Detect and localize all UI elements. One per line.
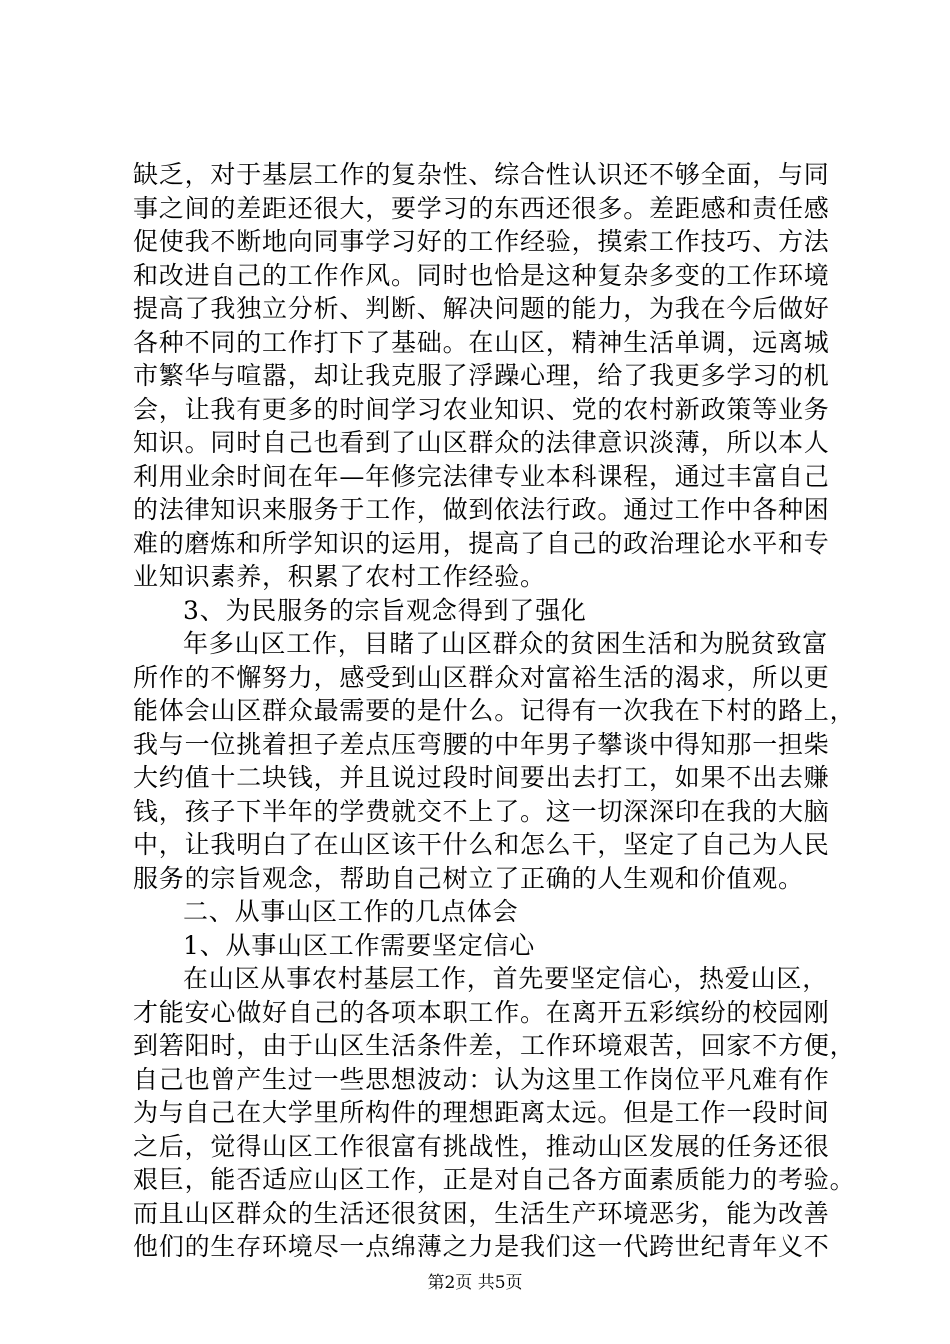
- text-line: 提高了我独立分析、判断、解决问题的能力，为我在今后做好: [133, 294, 830, 323]
- text-line: 能体会山区群众最需要的是什么。记得有一次我在下村的路上，: [133, 696, 856, 725]
- text-line: 业知识素养，积累了农村工作经验。: [133, 562, 546, 591]
- text-line: 到箬阳时，由于山区生活条件差，工作环境艰苦，回家不方便，: [133, 1031, 856, 1060]
- text-line: 所作的不懈努力，感受到山区群众对富裕生活的渴求，所以更: [133, 662, 830, 692]
- text-line: 的法律知识来服务于工作，做到依法行政。通过工作中各种困: [133, 495, 830, 524]
- document-body: [133, 158, 856, 1264]
- text-line: 钱，孩子下半年的学费就交不上了。这一切深深印在我的大脑: [133, 796, 830, 826]
- text-line: 他们的生存环境尽一点绵薄之力是我们这一代跨世纪青年义不: [133, 1232, 830, 1261]
- text-line: 中，让我明白了在山区该干什么和怎么干，坚定了自己为人民: [133, 830, 830, 859]
- text-line: 缺乏，对于基层工作的复杂性、综合性认识还不够全面，与同: [133, 160, 830, 189]
- text-line: 自己也曾产生过一些思想波动：认为这里工作岗位平凡难有作: [133, 1064, 830, 1094]
- text-line: 大约值十二块钱，并且说过段时间要出去打工，如果不出去赚: [133, 763, 830, 792]
- text-line: 服务的宗旨观念，帮助自己树立了正确的人生观和价值观。: [133, 863, 804, 893]
- text-line: 会，让我有更多的时间学习农业知识、党的农村新政策等业务: [133, 394, 830, 424]
- text-line: 各种不同的工作打下了基础。在山区，精神生活单调，远离城: [133, 327, 830, 357]
- text-line: 在山区从事农村基层工作，首先要坚定信心，热爱山区，: [183, 964, 829, 993]
- text-line: 二、从事山区工作的几点体会: [183, 897, 519, 926]
- text-line: 之后，觉得山区工作很富有挑战性，推动山区发展的任务还很: [133, 1131, 830, 1161]
- text-line: 知识。同时自己也看到了山区群众的法律意识淡薄，所以本人: [133, 428, 830, 457]
- text-line: 年多山区工作，目睹了山区群众的贫困生活和为脱贫致富: [183, 629, 829, 658]
- text-line: 艰巨，能否适应山区工作，正是对自己各方面素质能力的考验。: [133, 1165, 856, 1194]
- text-line: 促使我不断地向同事学习好的工作经验，摸索工作技巧、方法: [133, 227, 830, 256]
- text-line: 我与一位挑着担子差点压弯腰的中年男子攀谈中得知那一担柴: [133, 729, 830, 759]
- text-line: 事之间的差距还很大，要学习的东西还很多。差距感和责任感: [133, 193, 830, 223]
- text-line: 难的磨炼和所学知识的运用，提高了自己的政治理论水平和专: [133, 528, 830, 558]
- text-line: 才能安心做好自己的各项本职工作。在离开五彩缤纷的校园刚: [133, 997, 830, 1027]
- text-line: 为与自己在大学里所构件的理想距离太远。但是工作一段时间: [133, 1098, 830, 1127]
- text-line: 利用业余时间在年—年修完法律专业本科课程，通过丰富自己: [133, 461, 830, 491]
- page-number-footer: 第2页 共5页: [427, 1273, 523, 1293]
- text-line: 和改进自己的工作作风。同时也恰是这种复杂多变的工作环境: [133, 260, 830, 290]
- text-line: 而且山区群众的生活还很贫困，生活生产环境恶劣，能为改善: [133, 1198, 830, 1228]
- text-line: 3、为民服务的宗旨观念得到了强化: [183, 595, 587, 625]
- text-line: 市繁华与喧嚣，却让我克服了浮躁心理，给了我更多学习的机: [133, 361, 830, 390]
- text-line: 1、从事山区工作需要坚定信心: [183, 930, 536, 960]
